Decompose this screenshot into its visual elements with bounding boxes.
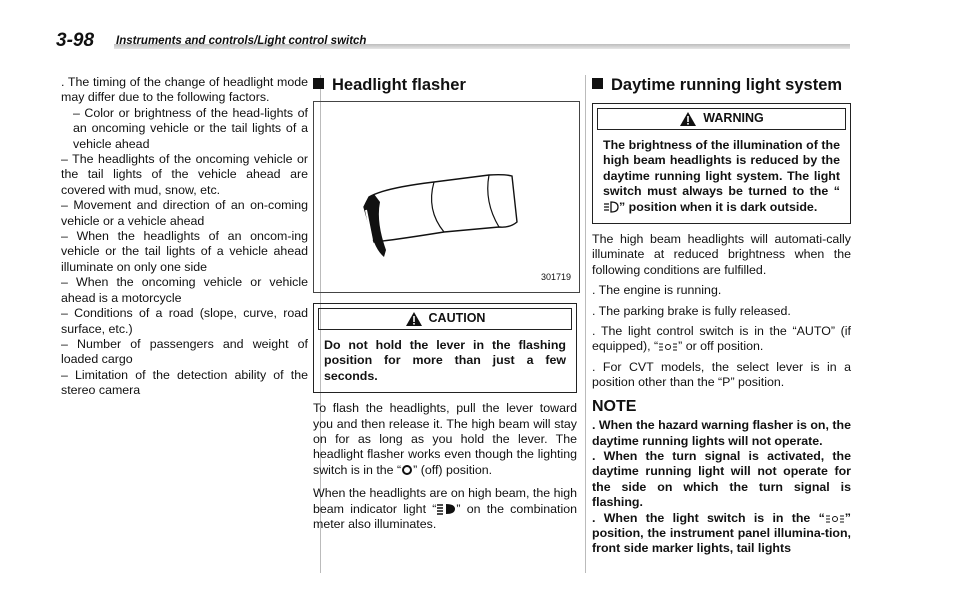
warning-triangle-icon	[679, 111, 697, 127]
small-light-icon	[658, 342, 678, 352]
intro-paragraph: . The timing of the change of headlight mode may differ due to the following factors.	[61, 75, 308, 105]
off-position-icon	[401, 464, 413, 476]
caution-header: CAUTION	[318, 308, 572, 330]
factor-item: – When the headlights of an oncom-ing vehicle or the tail lights of a vehicle ahead illuminate on only one side	[61, 229, 308, 274]
warning-text: The brightness of the illumination of the high beam headlights is reduced by the daytime running light system. The light switch must always be turned to the “” position when it is dark outside.	[603, 138, 840, 214]
warning-box	[592, 103, 851, 224]
flasher-paragraph: To flash the headlights, pull the lever toward you and then release it. The high beam will stay on for as long as you hold the lever. The headlight flasher works even though the lighting switch is in the “ ” (off) position.	[313, 401, 577, 477]
caution-text: Do not hold the lever in the flashing position for more than just a few seconds.	[324, 338, 566, 383]
condition-bullet: . The engine is running.	[592, 283, 722, 298]
factor-item: – Limitation of the detection ability of the stereo camera	[61, 367, 308, 398]
column-left	[61, 75, 308, 399]
drl-paragraph: The high beam headlights will automati-cally illuminate at reduced brightness when the following conditions are fulfilled.	[592, 232, 851, 277]
caution-triangle-icon	[405, 311, 423, 327]
section-square-icon	[592, 78, 603, 89]
note-item: . When the hazard warning flasher is on, the daytime running lights will not operate.	[592, 418, 851, 448]
note-item: . When the turn signal is activated, the daytime running light will not operate for the side on which the turn signal is flashing.	[592, 448, 851, 510]
page-header	[56, 30, 850, 52]
section-heading: Daytime running light system	[592, 75, 851, 95]
section-title: Instruments and controls/Light control switch	[116, 35, 367, 47]
page-number: 3-98	[56, 30, 95, 51]
headlight-icon	[603, 201, 619, 213]
caution-box	[313, 303, 577, 393]
factor-item: – Movement and direction of an on-coming vehicle or a vehicle ahead	[61, 198, 308, 228]
figure-code: 301719	[540, 271, 571, 282]
section-square-icon	[313, 78, 324, 89]
note-heading: NOTE	[592, 397, 637, 415]
small-light-icon	[825, 514, 845, 524]
factor-item: – Number of passengers and weight of loaded cargo	[61, 336, 308, 367]
lever-drawing	[314, 102, 579, 292]
note-item: . When the light switch is in the “ ” position, the instrument panel illumina-tion, front side marker lights, tail lights	[592, 510, 851, 556]
column-right	[592, 75, 851, 557]
column-middle	[313, 75, 577, 532]
lever-illustration	[313, 101, 580, 293]
condition-bullet: . The parking brake is fully released.	[592, 303, 791, 318]
factor-item: – Color or brightness of the head-lights of an oncoming vehicle or the tail lights of a vehicle ahead	[73, 105, 308, 151]
column-divider	[585, 75, 586, 573]
high-beam-indicator-icon	[436, 503, 456, 515]
condition-bullet: . For CVT models, the select lever is in a position other than the “P” position.	[592, 359, 851, 390]
section-heading: Headlight flasher	[313, 75, 577, 95]
factor-item: – Conditions of a road (slope, curve, road surface, etc.)	[61, 306, 308, 336]
condition-bullet: . The light control switch is in the “AUTO” (if equipped), “ ” or off position.	[592, 324, 851, 354]
high-beam-paragraph: When the headlights are on high beam, the high beam indicator light “ ” on the combination meter also illuminates.	[313, 486, 577, 532]
factor-item: – The headlights of the oncoming vehicle or the tail lights of the vehicle ahead are covered with mud, snow, etc.	[61, 152, 308, 197]
warning-header: WARNING	[597, 108, 846, 130]
factor-item: – When the oncoming vehicle or vehicle ahead is a motorcycle	[61, 275, 308, 305]
